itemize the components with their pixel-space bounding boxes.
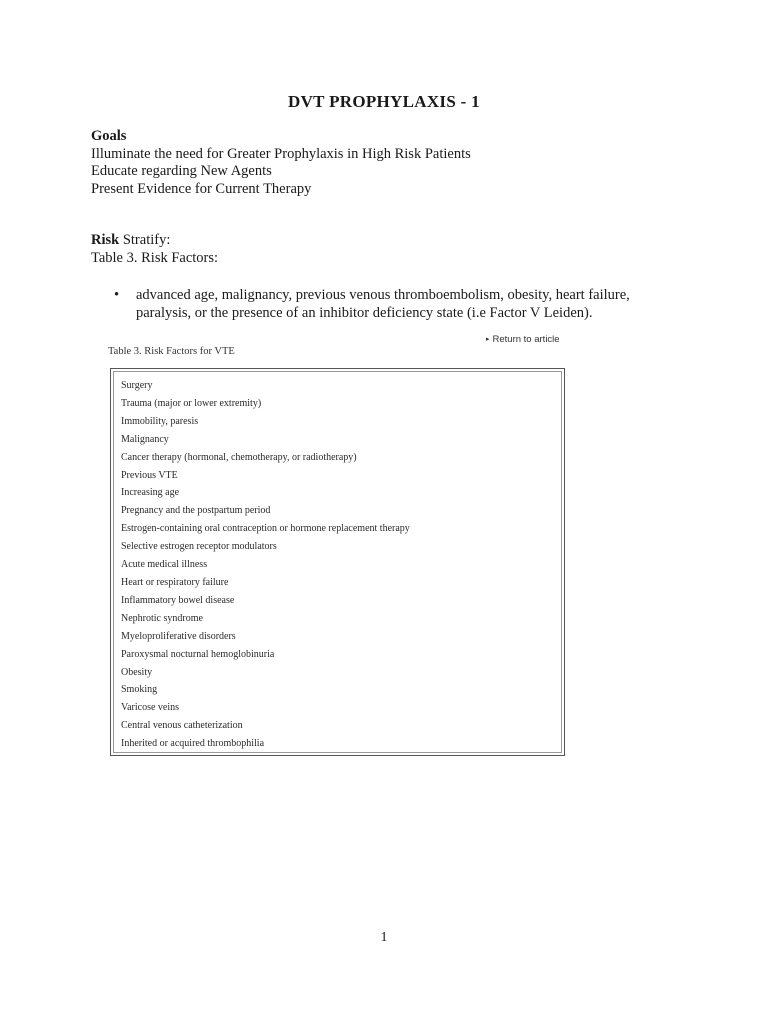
goal-item: Illuminate the need for Greater Prophylaxis in High Risk Patients [91,145,471,162]
table-row: Previous VTE [121,469,178,481]
goal-item: Educate regarding New Agents [91,163,272,179]
risk-heading [91,232,218,250]
table-row: Malignancy [121,433,169,445]
risk-heading-rest: Stratify: [119,232,171,248]
table-row: Pregnancy and the postpartum period [121,505,271,517]
risk-factor-table [110,368,565,756]
table-row: Surgery [121,380,153,391]
table-row: Myeloproliferative disorders [121,630,236,642]
return-link-label: Return to article [492,334,560,345]
table-row: Obesity [121,666,153,678]
table-row: Heart or respiratory failure [121,576,229,588]
table-row: Selective estrogen receptor modulators [121,541,277,553]
table-row: Varicose veins [121,702,180,714]
table-row: Increasing age [121,487,180,499]
page-title: DVT PROPHYLAXIS - 1 [288,92,480,111]
bullet-text: advanced age, malignancy, previous venous thromboembolism, obesity, heart failure, paralysis, or the presence of an inhibitor deficiency state (i.e Factor V Leiden). [136,287,630,321]
table-row: Estrogen-containing oral contraception or hormone replacement therapy [121,523,410,535]
list-item [108,287,668,322]
table-row: Inflammatory bowel disease [121,594,235,606]
table-row: Paroxysmal nocturnal hemoglobinuria [121,648,275,660]
arrow-icon: ▸ [486,336,490,344]
page-number: 1 [380,930,388,945]
table-caption: Table 3. Risk Factors for VTE [108,346,235,357]
return-to-article-link[interactable] [486,334,560,345]
table-row: Acute medical illness [121,559,208,571]
risk-section [91,232,218,267]
table-row: Immobility, paresis [121,415,199,427]
table-row: Nephrotic syndrome [121,612,203,624]
bullet-icon: • [114,287,120,303]
risk-factor-list [121,377,554,753]
table-reference: Table 3. Risk Factors: [91,249,219,266]
table-row: Cancer therapy (hormonal, chemotherapy, or radiotherapy) [121,451,357,463]
table-row: Trauma (major or lower extremity) [121,397,262,409]
table-row: Inherited or acquired thrombophilia [121,738,265,750]
risk-heading-bold: Risk [91,232,120,248]
goals-heading: Goals [91,128,127,144]
table-row: Central venous catheterization [121,720,243,732]
goal-item: Present Evidence for Current Therapy [91,180,312,197]
risk-bullet-list [108,287,668,322]
table-row: Smoking [121,684,158,696]
goals-section [91,128,471,198]
